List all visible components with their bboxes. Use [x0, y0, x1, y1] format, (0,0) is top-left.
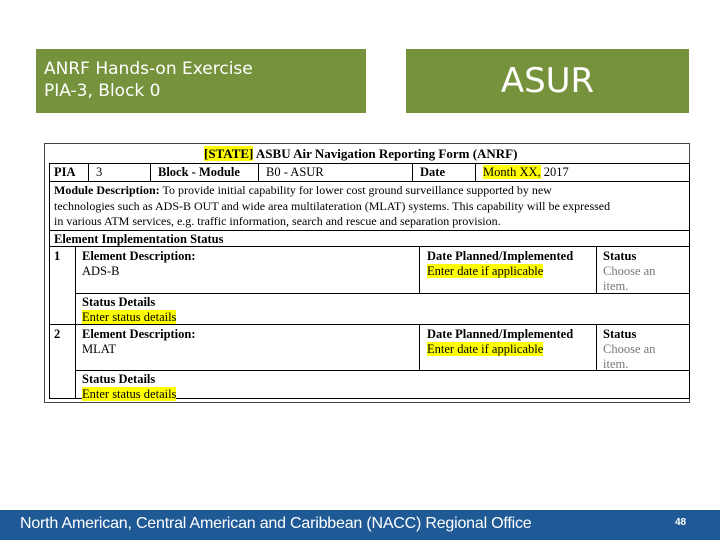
element-2-date [423, 326, 598, 358]
divider [258, 164, 259, 181]
pia-label: PIA [54, 165, 76, 179]
element-1-date-value[interactable]: Enter date if applicable [427, 264, 544, 278]
module-description [50, 182, 689, 231]
element-2-details-label: Status Details [82, 372, 156, 386]
divider [475, 164, 476, 181]
row-divider [50, 246, 689, 247]
element-1-date-label: Date Planned/Implemented [427, 249, 574, 263]
date-year: 2017 [543, 165, 569, 179]
exercise-title: ANRF Hands-on Exercise [44, 59, 253, 79]
date-month: Month XX, [483, 165, 541, 179]
element-2-date-label: Date Planned/Implemented [427, 327, 574, 341]
element-2-status-value-cont: item. [603, 357, 629, 371]
anrf-table [49, 163, 690, 399]
element-1-details [78, 294, 678, 326]
module-title-box [406, 49, 689, 113]
element-1-status-label: Status [603, 249, 637, 263]
module-desc-label: Module Description: [54, 183, 160, 197]
element-1-description [78, 248, 418, 280]
date-field[interactable] [479, 164, 679, 181]
divider [419, 324, 420, 370]
element-1-status-value-cont: item. [603, 279, 629, 293]
element-1-status-dropdown[interactable] [603, 264, 685, 294]
pia-value[interactable]: 3 [96, 165, 103, 179]
divider [596, 246, 597, 293]
form-title-text: ASBU Air Navigation Reporting Form (ANRF) [255, 146, 518, 161]
module-title: ASUR [500, 61, 595, 101]
element-2-status-value: Choose an [603, 342, 656, 356]
element-1-desc-value[interactable]: ADS-B [82, 264, 120, 278]
element-2-details-value[interactable]: Enter status details [82, 387, 177, 401]
divider [88, 164, 89, 181]
footer-bar [0, 510, 720, 540]
module-desc-line2: technologies such as ADS-B OUT and wide area multilateration (MLAT) systems. This capability will be expressed [54, 198, 611, 213]
divider [75, 246, 76, 324]
divider [150, 164, 151, 181]
divider [419, 246, 420, 293]
element-1-details-value[interactable]: Enter status details [82, 310, 177, 324]
element-2-number: 2 [54, 327, 61, 341]
element-2-desc-value[interactable]: MLAT [82, 342, 117, 356]
page-number: 48 [675, 517, 687, 528]
module-desc-line3: in various ATM services, e.g. traffic information, search and rescue and separation provision. [54, 214, 501, 228]
element-1-status [599, 248, 689, 295]
block-label: Block - Module [158, 165, 240, 179]
block-value[interactable]: B0 - ASUR [266, 165, 324, 179]
exercise-title-box [36, 49, 366, 113]
element-1-details-label: Status Details [82, 295, 156, 309]
state-field[interactable]: [STATE] [204, 146, 254, 161]
element-1-number: 1 [54, 249, 61, 263]
element-1-status-value: Choose an [603, 264, 656, 278]
module-desc-line1: To provide initial capability for lower cost ground surveillance supported by new [162, 183, 552, 197]
element-2-desc-label: Element Description: [82, 327, 196, 341]
element-1-desc-label: Element Description: [82, 249, 196, 263]
form-title [204, 146, 517, 162]
anrf-form [44, 143, 690, 403]
element-2-status [599, 326, 689, 373]
divider [596, 324, 597, 370]
element-1-date [423, 248, 598, 280]
element-2-status-label: Status [603, 327, 637, 341]
element-2-details [78, 371, 678, 403]
element-2-description [78, 326, 418, 358]
exercise-subtitle: PIA-3, Block 0 [44, 81, 161, 101]
element-2-date-value[interactable]: Enter date if applicable [427, 342, 544, 356]
element-status-heading: Element Implementation Status [54, 232, 224, 246]
office-name: North American, Central American and Caribbean (NACC) Regional Office [20, 515, 532, 532]
divider [75, 324, 76, 399]
element-2-status-dropdown[interactable] [603, 342, 685, 372]
form-frame-top [44, 143, 690, 144]
row-divider [50, 324, 689, 325]
date-label: Date [420, 165, 445, 179]
divider [412, 164, 413, 181]
form-frame-left [44, 143, 45, 403]
